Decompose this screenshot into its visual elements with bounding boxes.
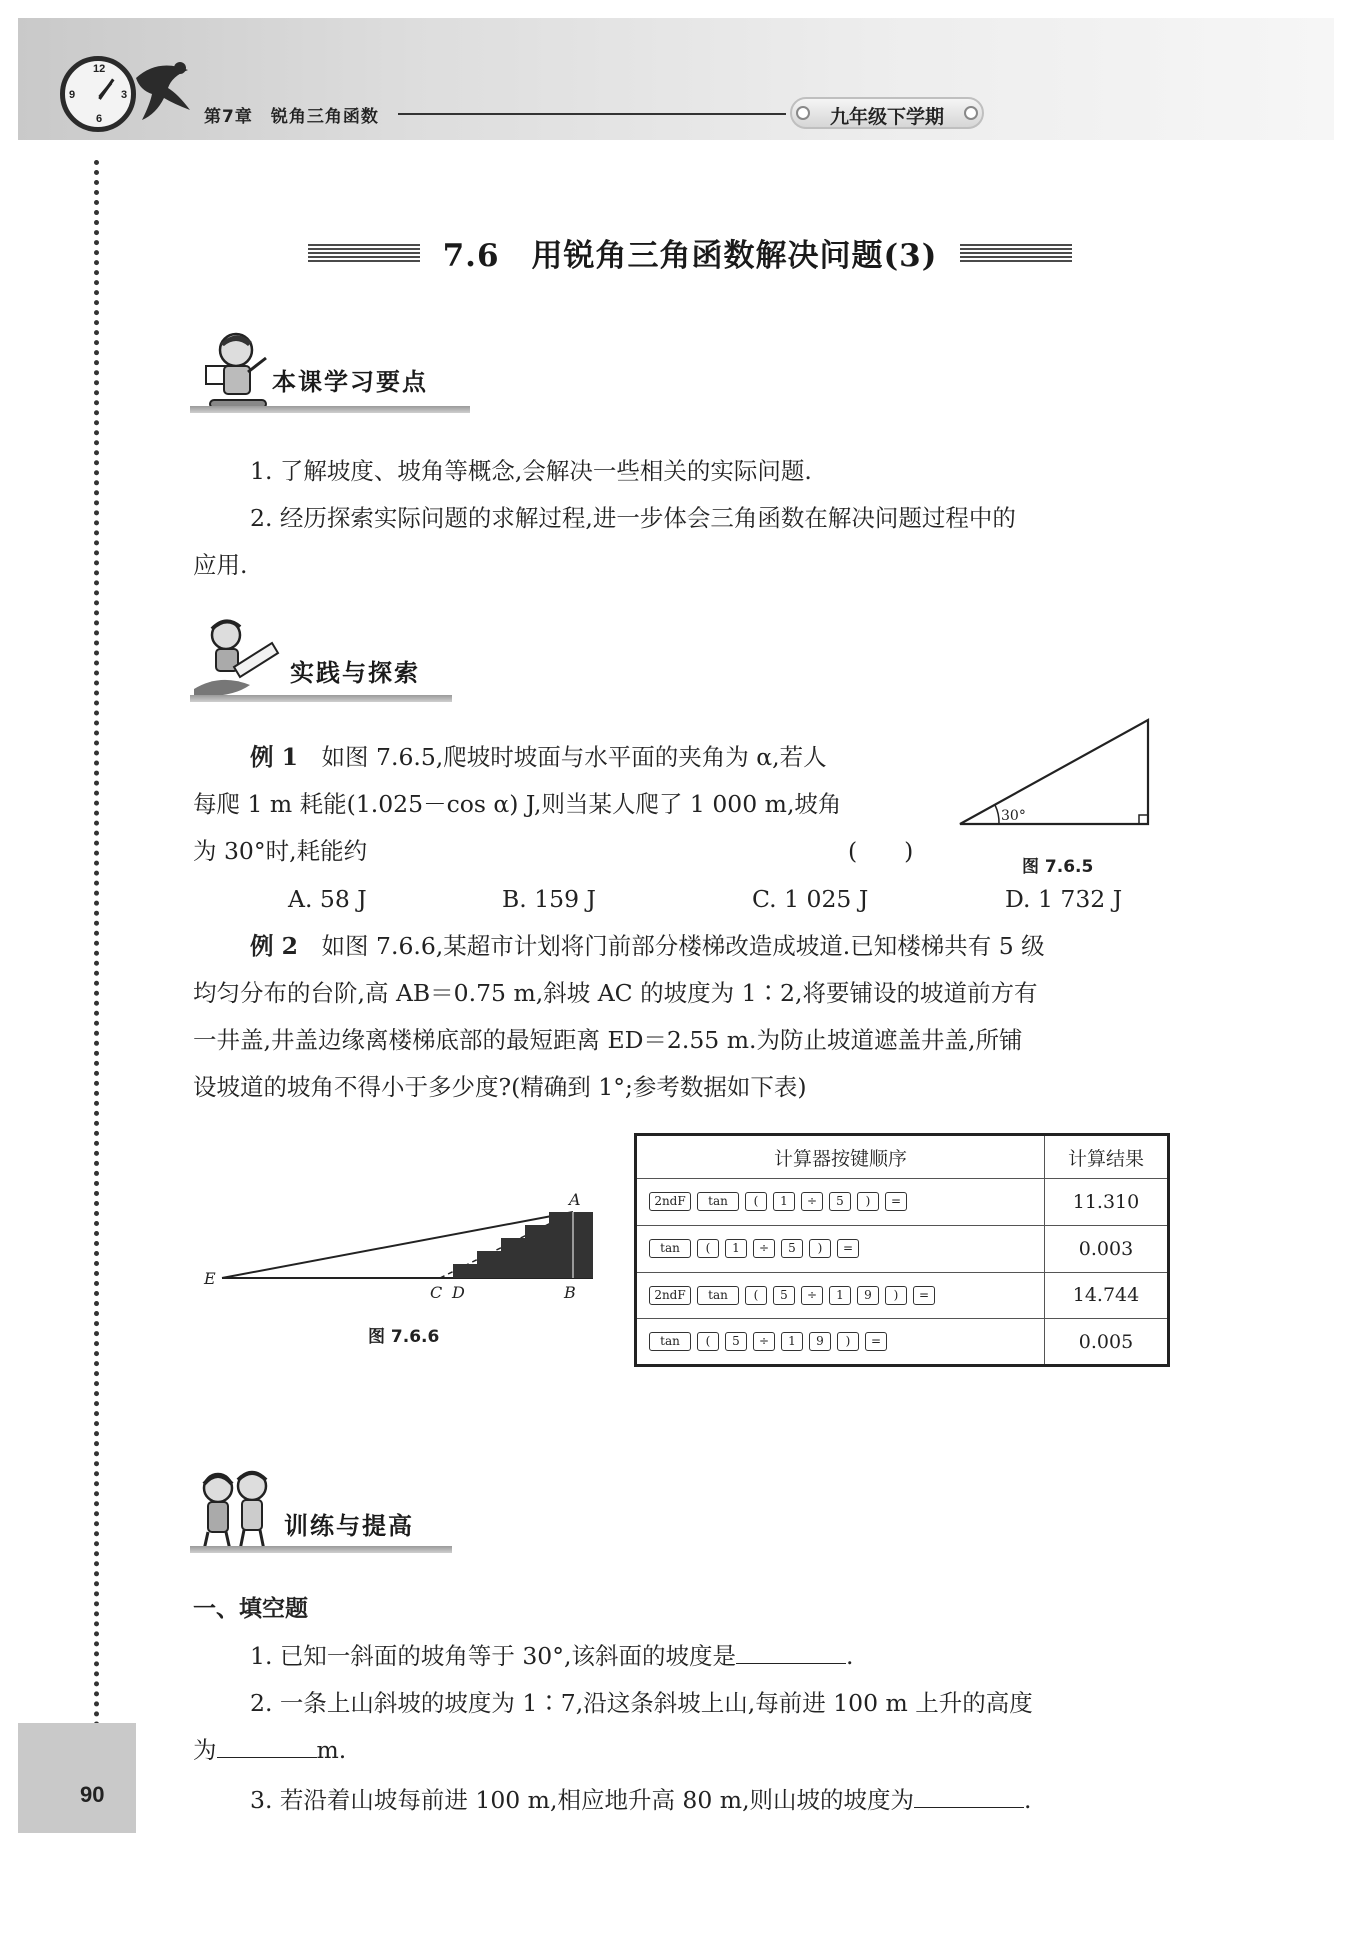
calculator-key: 5 xyxy=(781,1239,803,1258)
example1-line2: 每爬 1 m 耗能(1.025－cos α) J,则当某人爬了 1 000 m,坡角 xyxy=(193,790,842,818)
reading-student-icon xyxy=(190,328,280,418)
chapter-title: 第7章 锐角三角函数 xyxy=(204,107,379,127)
calculator-key: ) xyxy=(837,1332,859,1351)
question-2-line2: 为 m. xyxy=(193,1727,346,1773)
key-sequence-cell xyxy=(636,1319,1045,1366)
option-a: A. 58 J xyxy=(288,885,367,913)
calculator-key: 2ndF xyxy=(649,1286,691,1305)
calculator-key: ) xyxy=(809,1239,831,1258)
example2-line2: 均匀分布的台阶,高 AB＝0.75 m,斜坡 AC 的坡度为 1∶2,将要铺设的坡道前方有 xyxy=(193,979,1038,1007)
key-sequence-cell xyxy=(636,1179,1045,1226)
example1-line3: 为 30°时,耗能约 xyxy=(193,837,368,865)
calculator-key: ( xyxy=(697,1332,719,1351)
table-header-keys: 计算器按键顺序 xyxy=(636,1135,1045,1179)
example2-line3: 一井盖,井盖边缘离楼梯底部的最短距离 ED＝2.55 m.为防止坡道遮盖井盖,所铺 xyxy=(193,1026,1023,1054)
surfing-boy-icon xyxy=(190,615,286,705)
calculator-key: = xyxy=(913,1286,935,1305)
point-a-label: A xyxy=(569,1190,581,1209)
runner-logo-icon xyxy=(128,58,198,128)
calculator-key: ÷ xyxy=(801,1286,823,1305)
term-label: 九年级下学期 xyxy=(829,106,944,128)
point-e-label: E xyxy=(204,1269,216,1288)
two-children-icon xyxy=(190,1466,280,1556)
option-d: D. 1 732 J xyxy=(1005,885,1123,913)
calculator-reference-table xyxy=(634,1133,1170,1367)
calculator-key: 2ndF xyxy=(649,1192,691,1211)
example2-line4: 设坡道的坡角不得小于多少度?(精确到 1°;参考数据如下表) xyxy=(193,1073,807,1101)
table-row xyxy=(636,1179,1169,1226)
header-rule xyxy=(398,113,786,115)
section-heading: 训练与提高 xyxy=(284,1512,414,1540)
calculator-key: 5 xyxy=(725,1332,747,1351)
calculator-key: 1 xyxy=(725,1239,747,1258)
part-title: 一、填空题 xyxy=(193,1596,308,1622)
point-b-label: B xyxy=(564,1283,576,1302)
question-1: 1. 已知一斜面的坡角等于 30°,该斜面的坡度是 . xyxy=(250,1633,853,1679)
calculator-key: tan xyxy=(697,1192,739,1211)
option-c: C. 1 025 J xyxy=(752,885,869,913)
table-header-result: 计算结果 xyxy=(1045,1135,1169,1179)
title-stripes-left xyxy=(308,244,420,264)
section-heading: 实践与探索 xyxy=(290,659,420,687)
point-d-label: D xyxy=(452,1283,465,1302)
slope-triangle xyxy=(960,720,1148,824)
calculator-key: = xyxy=(837,1239,859,1258)
key-sequence-cell xyxy=(636,1225,1045,1272)
result-cell: 0.005 xyxy=(1045,1319,1169,1366)
result-cell: 14.744 xyxy=(1045,1272,1169,1319)
calculator-key: tan xyxy=(697,1286,739,1305)
clock-icon: 12 3 6 9 xyxy=(60,56,136,132)
key-point-2-cont: 应用. xyxy=(193,551,248,579)
calculator-key: tan xyxy=(649,1332,691,1351)
calculator-key: ) xyxy=(857,1192,879,1211)
result-cell: 0.003 xyxy=(1045,1225,1169,1272)
example2-line1: 例 2 如图 7.6.6,某超市计划将门前部分楼梯改造成坡道.已知楼梯共有 5 级 xyxy=(250,932,1045,960)
calculator-key: 5 xyxy=(829,1192,851,1211)
figure-7-6-6 xyxy=(200,1190,610,1302)
page-number-tab xyxy=(18,1723,136,1833)
margin-dotted-line xyxy=(94,160,99,1728)
result-cell: 11.310 xyxy=(1045,1179,1169,1226)
lesson-title-bar xyxy=(308,230,1148,280)
answer-blank-3 xyxy=(914,1778,1024,1808)
table-row xyxy=(636,1272,1169,1319)
figure-7-6-5 xyxy=(955,712,1155,832)
example1-answer-paren: ( ) xyxy=(848,837,914,865)
answer-blank-2 xyxy=(217,1728,317,1758)
term-badge xyxy=(790,97,984,129)
lesson-title: 7.6 用锐角三角函数解决问题(3) xyxy=(442,238,938,274)
calculator-key: 1 xyxy=(781,1332,803,1351)
key-sequence-cell xyxy=(636,1272,1045,1319)
calculator-key: = xyxy=(885,1192,907,1211)
calculator-key: 1 xyxy=(773,1192,795,1211)
right-angle-mark xyxy=(1139,815,1148,824)
section-practice xyxy=(190,615,460,705)
angle-arc xyxy=(995,805,999,824)
answer-blank-1 xyxy=(736,1634,846,1664)
figure-7-6-5-caption: 图 7.6.5 xyxy=(1022,857,1094,877)
calculator-key: ÷ xyxy=(753,1332,775,1351)
example1-line1: 例 1 如图 7.6.5,爬坡时坡面与水平面的夹角为 α,若人 xyxy=(250,743,827,771)
calculator-key: ÷ xyxy=(753,1239,775,1258)
figure-7-6-6-caption: 图 7.6.6 xyxy=(368,1327,440,1347)
section-training xyxy=(190,1466,460,1556)
calculator-key: = xyxy=(865,1332,887,1351)
angle-label: 30° xyxy=(1001,808,1026,824)
question-2-line1: 2. 一条上山斜坡的坡度为 1∶7,沿这条斜坡上山,每前进 100 m 上升的高度 xyxy=(250,1689,1033,1717)
table-row xyxy=(636,1319,1169,1366)
question-3: 3. 若沿着山坡每前进 100 m,相应地升高 80 m,则山坡的坡度为 . xyxy=(250,1777,1032,1823)
page-number: 90 xyxy=(80,1782,105,1807)
calculator-key: tan xyxy=(649,1239,691,1258)
calculator-key: 1 xyxy=(829,1286,851,1305)
calculator-key: 5 xyxy=(773,1286,795,1305)
calculator-key: 9 xyxy=(857,1286,879,1305)
calculator-key: ( xyxy=(745,1286,767,1305)
section-heading: 本课学习要点 xyxy=(272,368,428,396)
calculator-key: ( xyxy=(697,1239,719,1258)
key-point-1: 1. 了解坡度、坡角等概念,会解决一些相关的实际问题. xyxy=(250,457,812,485)
calculator-key: 9 xyxy=(809,1332,831,1351)
key-point-2: 2. 经历探索实际问题的求解过程,进一步体会三角函数在解决问题过程中的 xyxy=(250,504,1016,532)
calculator-key: ) xyxy=(885,1286,907,1305)
option-b: B. 159 J xyxy=(502,885,596,913)
table-row xyxy=(636,1225,1169,1272)
title-stripes-right xyxy=(960,244,1072,264)
calculator-key: ÷ xyxy=(801,1192,823,1211)
point-c-label: C xyxy=(430,1283,443,1302)
calculator-key: ( xyxy=(745,1192,767,1211)
section-key-points xyxy=(190,328,480,418)
